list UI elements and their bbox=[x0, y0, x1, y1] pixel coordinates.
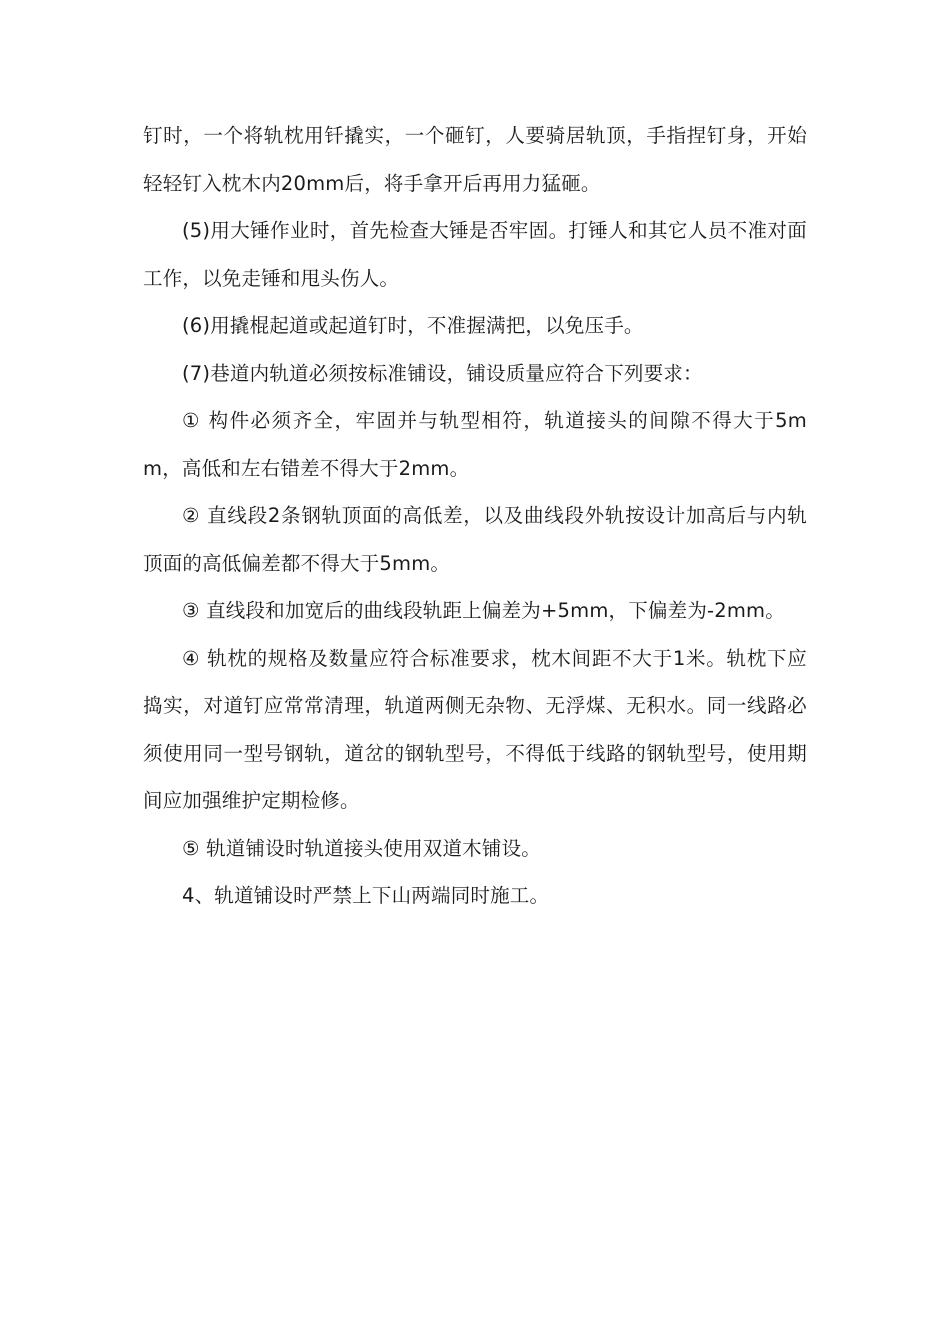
paragraph-requirement-2: ② 直线段2条钢轨顶面的高低差，以及曲线段外轨按设计加高后与内轨顶面的高低偏差都不得大于5mm。 bbox=[143, 504, 807, 575]
document-body bbox=[143, 112, 807, 920]
paragraph-item-7: (7)巷道内轨道必须按标准铺设，铺设质量应符合下列要求： bbox=[182, 361, 703, 385]
paragraph-item-6: (6)用撬棍起道或起道钉时，不准握满把，以免压手。 bbox=[182, 314, 644, 337]
paragraph-requirement-5: ⑤ 轨道铺设时轨道接头使用双道木铺设。 bbox=[182, 836, 541, 860]
paragraph-requirement-4: ④ 轨枕的规格及数量应符合标准要求，枕木间距不大于1米。轨枕下应捣实，对道钉应常常清理，轨道两侧无杂物、无浮煤、无积水。同一线路必须使用同一型号钢轨，道岔的钢轨型号，不得低于线路的钢轨型号，使用期间应加强维护定期检修。 bbox=[143, 646, 807, 812]
paragraph-section-4: 4、轨道铺设时严禁上下山两端同时施工。 bbox=[182, 884, 550, 907]
paragraph-continuation: 钉时，一个将轨枕用钎撬实，一个砸钉，人要骑居轨顶，手指捏钉身，开始轻轻钉入枕木内20mm后，将手拿开后再用力猛砸。 bbox=[143, 124, 807, 195]
paragraph-requirement-3: ③ 直线段和加宽后的曲线段轨距上偏差为+5mm，下偏差为-2mm。 bbox=[182, 599, 785, 622]
paragraph-requirement-1: ① 构件必须齐全，牢固并与轨型相符，轨道接头的间隙不得大于5mm，高低和左右错差不得大于2mm。 bbox=[143, 409, 807, 480]
paragraph-item-5: (5)用大锤作业时，首先检查大锤是否牢固。打锤人和其它人员不准对面工作，以免走锤和甩头伤人。 bbox=[143, 219, 807, 290]
